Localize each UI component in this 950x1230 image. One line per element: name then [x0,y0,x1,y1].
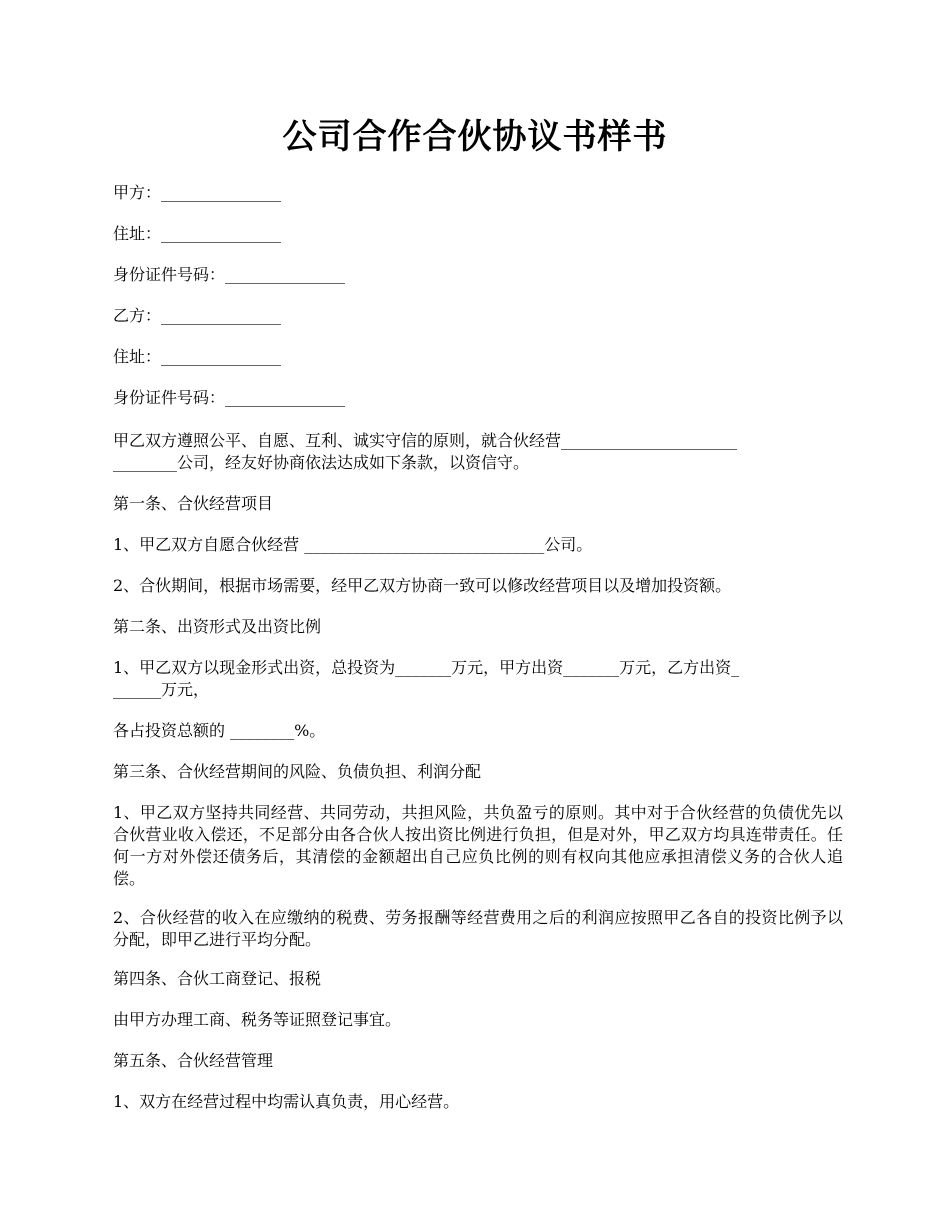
party-a-name-field: 甲方：_______________ [113,183,282,202]
article-3-heading: 第三条、合伙经营期间的风险、负债负担、利润分配 [113,762,482,781]
article-5-clause-1: 1、双方在经营过程中均需认真负责，用心经营。 [113,1092,460,1111]
article-4-content: 由甲方办理工商、税务等证照登记事宜。 [113,1010,402,1029]
party-b-name-field: 乙方：_______________ [113,306,282,325]
party-a-address-field: 住址：_______________ [113,224,282,243]
article-3-clause-2: 2、合伙经营的收入在应缴纳的税费、劳务报酬等经营费用之后的利润应按照甲乙各自的投资比例予以分配，即甲乙进行平均分配。 [113,908,843,949]
article-3-clause-1: 1、甲乙双方坚持共同经营、共同劳动，共担风险，共负盈亏的原则。其中对于合伙经营的负债优先以合伙营业收入偿还，不足部分由各合伙人按出资比例进行负担，但是对外，甲乙双方均具连带责任。任何一方对外偿还债务后，其清偿的金额超出自己应负比例的则有权向其他应承担清偿义务的合伙人追偿。 [113,803,843,888]
article-4-heading: 第四条、合伙工商登记、报税 [113,969,322,988]
article-2-clause-1-line-2: ______万元， [113,680,210,699]
document-title: 公司合作合伙协议书样书 [282,117,668,157]
article-2-clause-1-line-1: 1、甲乙双方以现金形式出资，总投资为_______万元，甲方出资_______万元，乙方出资_ [113,658,740,677]
preamble-line-1: 甲乙双方遵照公平、自愿、互利、诚实守信的原则，就合伙经营______________________ [113,431,738,450]
party-b-address-field: 住址：_______________ [113,347,282,366]
article-2-share-percentage: 各占投资总额的 ________%。 [113,721,326,740]
party-a-id-field: 身份证件号码：_______________ [113,265,346,284]
article-1-clause-2: 2、合伙期间，根据市场需要，经甲乙双方协商一致可以修改经营项目以及增加投资额。 [113,576,732,595]
party-b-id-field: 身份证件号码：_______________ [113,388,346,407]
article-5-heading: 第五条、合伙经营管理 [113,1051,274,1070]
article-1-clause-1: 1、甲乙双方自愿合伙经营 ______________________________公司。 [113,535,593,554]
preamble-line-2: ________公司，经友好协商依法达成如下条款，以资信守。 [113,453,530,472]
article-2-heading: 第二条、出资形式及出资比例 [113,617,322,636]
article-1-heading: 第一条、合伙经营项目 [113,494,274,513]
